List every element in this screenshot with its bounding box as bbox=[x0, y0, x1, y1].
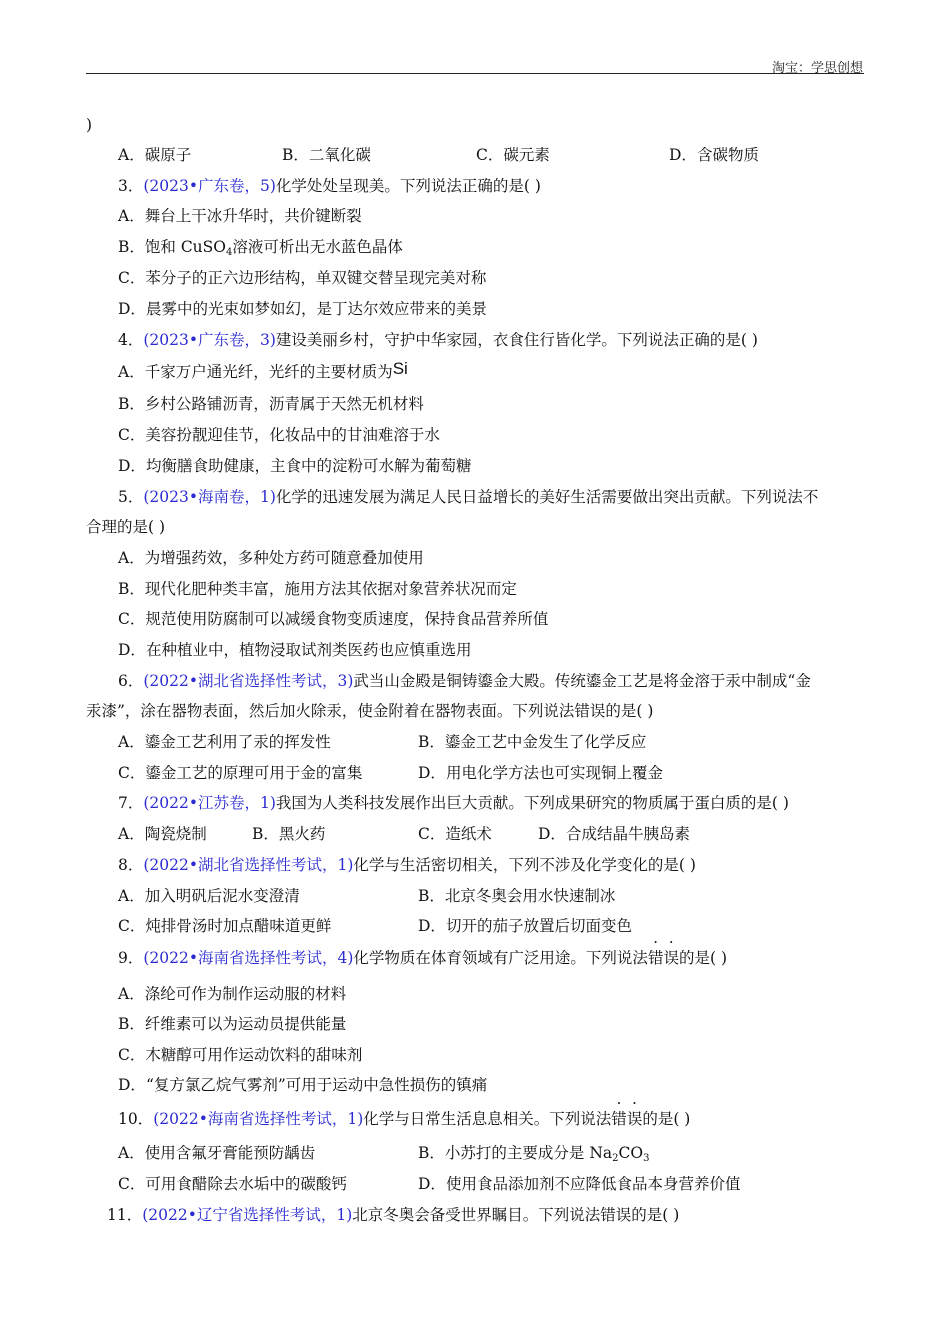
header-text: 淘宝：学思创想 bbox=[771, 61, 863, 76]
question-8-stem: 8．(2022•湖北省选择性考试，1)化学与生活密切相关，下列不涉及化学变化的是( ) bbox=[118, 856, 696, 874]
question-source: (2022•海南省选择性考试，1) bbox=[153, 1110, 364, 1128]
prev-option-b: B．二氧化碳 bbox=[282, 146, 371, 164]
q4-option-a: A．千家万户通光纤，光纤的主要材质为Si bbox=[118, 359, 408, 381]
q8-option-c: C．炖排骨汤时加点醋味道更鲜 bbox=[118, 917, 332, 935]
emphasis-dot-char: 误 bbox=[663, 949, 679, 967]
q3-option-b: B．饱和 CuSO$_4$溶液可析出无水蓝色晶体 bbox=[118, 238, 403, 258]
q6-option-c: C．鎏金工艺的原理可用于金的富集 bbox=[118, 764, 363, 782]
question-source: (2022•湖北省选择性考试，3) bbox=[143, 672, 354, 690]
q6-option-d: D．用电化学方法也可实现铜上覆金 bbox=[418, 764, 663, 782]
question-source: (2022•辽宁省选择性考试，1) bbox=[142, 1206, 353, 1224]
question-5-stem: 5．(2023•海南卷，1)化学的迅速发展为满足人民日益增长的美好生活需要做出突出贡献。下列说法不 bbox=[118, 488, 819, 506]
prev-option-a: A．碳原子 bbox=[118, 146, 192, 164]
q10-option-c: C．可用食醋除去水垢中的碳酸钙 bbox=[118, 1175, 347, 1193]
header-divider bbox=[86, 73, 864, 74]
prev-question-close-paren: ) bbox=[86, 116, 93, 134]
question-source: (2023•广东卷，5) bbox=[143, 177, 276, 195]
q5-option-c: C．规范使用防腐制可以减缓食物变质速度，保持食品营养所值 bbox=[118, 610, 549, 628]
q3-option-a: A．舞台上干冰升华时，共价键断裂 bbox=[118, 207, 362, 225]
q3-option-d: D．晨雾中的光束如梦如幻，是丁达尔效应带来的美景 bbox=[118, 300, 487, 318]
q9-option-d: D．“复方氯乙烷气雾剂”可用于运动中急性损伤的镇痛 bbox=[118, 1076, 488, 1094]
question-10-stem: 10．(2022•海南省选择性考试，1)化学与日常生活息息相关。下列说法错误的是( ) bbox=[118, 1110, 691, 1128]
q5-option-d: D．在种植业中，植物浸取试剂类医药也应慎重选用 bbox=[118, 641, 472, 659]
q8-option-d: D．切开的茄子放置后切面变色 bbox=[418, 917, 632, 935]
prev-option-c: C．碳元素 bbox=[476, 146, 550, 164]
q9-option-c: C．木糖醇可用作运动饮料的甜味剂 bbox=[118, 1046, 363, 1064]
question-4-stem: 4．(2023•广东卷，3)建设美丽乡村，守护中华家园，衣食住行皆化学。下列说法正确的是( ) bbox=[118, 331, 758, 349]
q10-option-b: B．小苏打的主要成分是 $Na_2CO_3$ bbox=[418, 1144, 650, 1164]
q4-option-c: C．美容扮靓迎佳节，化妆品中的甘油难溶于水 bbox=[118, 426, 440, 444]
question-3-stem: 3．(2023•广东卷，5)化学处处呈现美。下列说法正确的是( ) bbox=[118, 177, 541, 195]
q7-option-d: D．合成结晶牛胰岛素 bbox=[538, 825, 690, 843]
question-source: (2022•江苏卷，1) bbox=[143, 794, 276, 812]
q9-option-b: B．纤维素可以为运动员提供能量 bbox=[118, 1015, 347, 1033]
q8-option-b: B．北京冬奥会用水快速制冰 bbox=[418, 887, 616, 905]
q9-option-a: A．涤纶可作为制作运动服的材料 bbox=[118, 985, 347, 1003]
q10-option-a: A．使用含氟牙膏能预防龋齿 bbox=[118, 1144, 316, 1162]
question-source: (2023•广东卷，3) bbox=[143, 331, 276, 349]
question-9-stem: 9．(2022•海南省选择性考试，4)化学物质在体育领域有广泛用途。下列说法错误的是( ) bbox=[118, 949, 727, 967]
question-6-stem: 6．(2022•湖北省选择性考试，3)武当山金殿是铜铸鎏金大殿。传统鎏金工艺是将金溶于汞中制成“金 bbox=[118, 672, 811, 690]
q6-option-b: B．鎏金工艺中金发生了化学反应 bbox=[418, 733, 647, 751]
q5-option-b: B．现代化肥种类丰富，施用方法其依据对象营养状况而定 bbox=[118, 580, 517, 598]
question-source: (2023•海南卷，1) bbox=[143, 488, 276, 506]
emphasis-dot-char: 错 bbox=[611, 1110, 627, 1128]
emphasis-dot-char: 错 bbox=[647, 949, 664, 967]
q8-option-a: A．加入明矾后泥水变澄清 bbox=[118, 887, 300, 905]
q5-option-a: A．为增强药效，多种处方药可随意叠加使用 bbox=[118, 549, 424, 567]
q4-option-d: D．均衡膳食助健康，主食中的淀粉可水解为葡萄糖 bbox=[118, 457, 472, 475]
emphasis-dot-char: 误 bbox=[626, 1110, 643, 1128]
q7-option-c: C．造纸术 bbox=[418, 825, 492, 843]
question-7-stem: 7．(2022•江苏卷，1)我国为人类科技发展作出巨大贡献。下列成果研究的物质属于蛋白质的是( ) bbox=[118, 794, 789, 812]
q7-option-b: B．黑火药 bbox=[252, 825, 326, 843]
q10-option-d: D．使用食品添加剂不应降低食品本身营养价值 bbox=[418, 1175, 741, 1193]
q7-option-a: A．陶瓷烧制 bbox=[118, 825, 207, 843]
q6-option-a: A．鎏金工艺利用了汞的挥发性 bbox=[118, 733, 331, 751]
question-6-stem-cont: 汞漆”，涂在器物表面，然后加火除汞，使金附着在器物表面。下列说法错误的是( ) bbox=[86, 702, 654, 720]
question-11-stem: 11．(2022•辽宁省选择性考试，1)北京冬奥会备受世界瞩目。下列说法错误的是( ) bbox=[107, 1206, 680, 1224]
question-5-stem-cont: 合理的是( ) bbox=[86, 518, 166, 536]
q4-option-b: B．乡村公路铺沥青，沥青属于天然无机材料 bbox=[118, 395, 424, 413]
q3-option-c: C．苯分子的正六边形结构，单双键交替呈现完美对称 bbox=[118, 269, 487, 287]
question-source: (2022•海南省选择性考试，4) bbox=[143, 949, 354, 967]
prev-option-d: D．含碳物质 bbox=[669, 146, 759, 164]
question-source: (2022•湖北省选择性考试，1) bbox=[143, 856, 354, 874]
